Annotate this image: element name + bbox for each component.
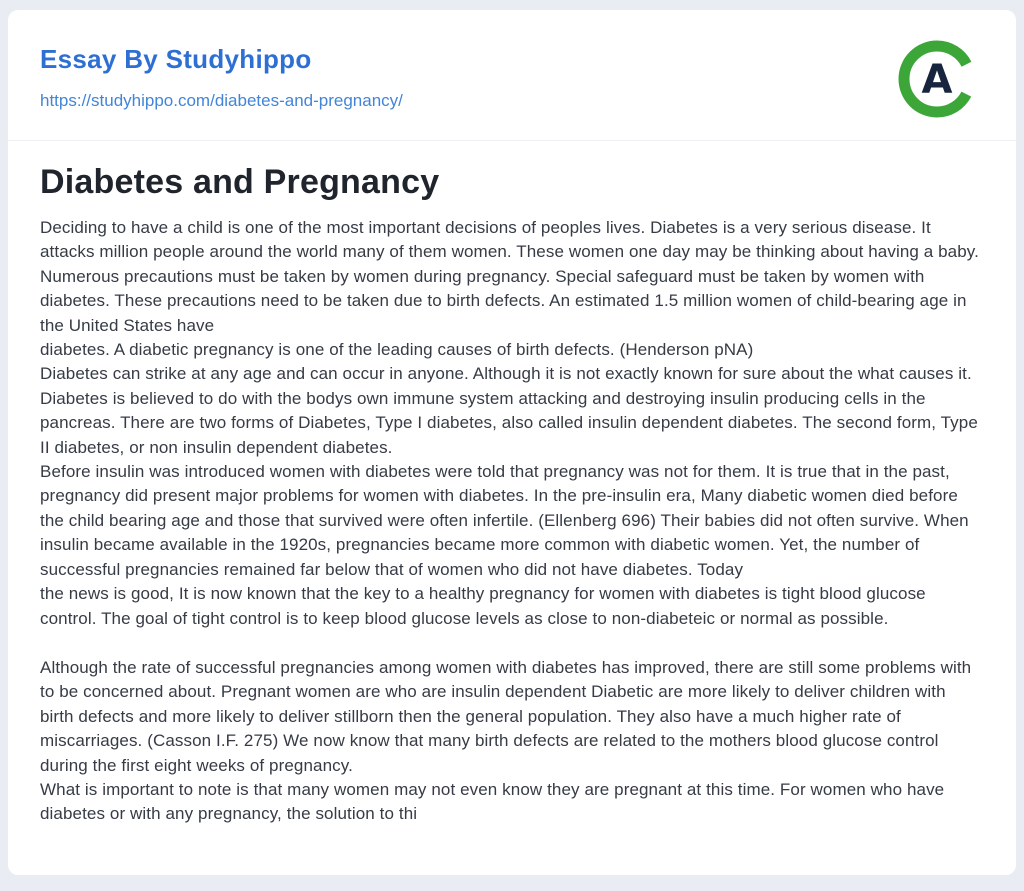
essay-paragraph: diabetes. A diabetic pregnancy is one of the leading causes of birth defects. (Henderson pNA) (40, 340, 754, 360)
site-header (8, 10, 1016, 141)
content-card (8, 10, 1016, 875)
logo-letter: A (921, 57, 953, 103)
site-header-text (40, 40, 403, 111)
site-byline: Essay By Studyhippo (40, 44, 312, 74)
source-url-link[interactable]: https://studyhippo.com/diabetes-and-pregnancy/ (40, 91, 403, 110)
essay-paragraph: Although the rate of successful pregnancies among women with diabetes has improved, there are still some problems with to be concerned about. Pregnant women are who are insulin dependent Diabetic are more likely to deliver children with birth defects and more likely to deliver stillborn then the general population. They also have a much higher rate of miscarriages. (Casson I.F. 275) We now know that many birth defects are related to the mothers blood glucose control during the first eight weeks of pregnancy. (40, 657, 972, 775)
essay-paragraph: the news is good, It is now known that the key to a healthy pregnancy for women with diabetes is tight blood glucose control. The goal of tight control is to keep blood glucose levels as close to non-diabeteic or normal as possible. (40, 584, 926, 628)
essay-paragraph: What is important to note is that many women may not even know they are pregnant at this time. For women who have diabetes or with any pregnancy, the solution to thi (40, 779, 945, 824)
essay-paragraph: Before insulin was introduced women with diabetes were told that pregnancy was not for them. It is true that in the past, pregnancy did present major problems for women with diabetes. In the pre-insulin era, Many diabetic women died before the child bearing age and those that survived were often infertile. (Ellenberg 696) Their babies did not often survive. When insulin became available in the 1920s, pregnancies became more common with diabetic women. Yet, the number of successful pregnancies remained far below that of women who did not have diabetes. Today (40, 462, 969, 579)
essay-paragraph: Deciding to have a child is one of the most important decisions of peoples lives. Diabetes is a very serious disease. It attacks million people around the world many of them women. These women one day may be thinking about having a baby. Numerous precautions must be taken by women during pregnancy. Special safeguard must be taken by women with diabetes. These precautions need to be taken due to birth defects. An estimated 1.5 million women of child-bearing age in the United States have (40, 218, 979, 335)
essay-title: Diabetes and Pregnancy (40, 163, 440, 201)
essay-article (8, 141, 1016, 867)
logo-ring-icon (898, 40, 976, 118)
essay-paragraph: Diabetes can strike at any age and can occur in anyone. Although it is not exactly known for sure about the what causes it. Diabetes is believed to do with the bodys own immune system attacking and destroying insulin producing cells in the pancreas. There are two forms of Diabetes, Type I diabetes, also called insulin dependent diabetes. The second form, Type II diabetes, or non insulin dependent diabetes. (40, 364, 978, 457)
studyhippo-logo[interactable] (898, 40, 976, 118)
